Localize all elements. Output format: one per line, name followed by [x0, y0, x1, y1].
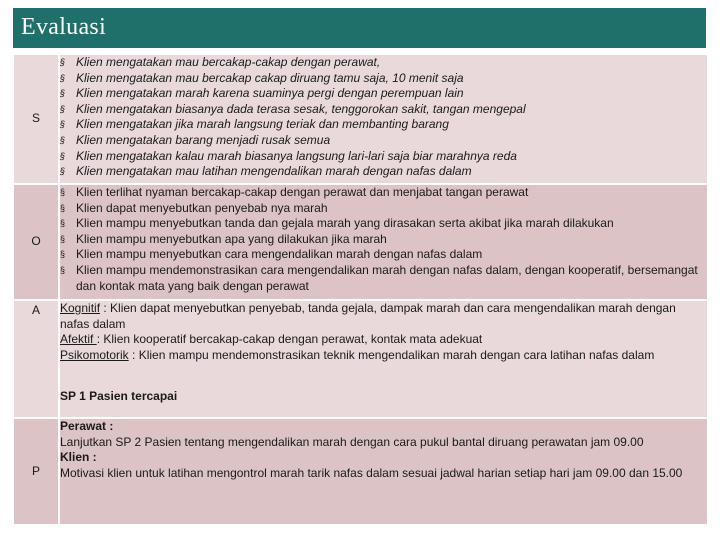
bullet-icon: §	[60, 134, 66, 145]
row-assessment	[13, 300, 708, 418]
klien-text: Motivasi klien untuk latihan mengontrol marah tarik nafas dalam sesuai jadwal harian setiap hari jam 09.00 dan 15.00	[60, 465, 683, 480]
bullet-icon: §	[60, 249, 66, 260]
bullet-icon: §	[60, 119, 66, 130]
bullet-icon: §	[60, 72, 66, 83]
row-subjective	[13, 54, 708, 184]
afektif-text: : Klien kooperatif bercakap-cakap dengan perawat, kontak mata adekuat	[96, 332, 483, 347]
page-title: Evaluasi	[21, 14, 107, 40]
row-label-a: A	[13, 300, 59, 418]
row-label-s: S	[13, 54, 59, 184]
bullet-icon: §	[60, 218, 66, 229]
kognitif-label: Kognitif	[60, 301, 101, 315]
bullet-icon: §	[60, 150, 66, 161]
list-item: § Klien terlihat nyaman bercakap-cakap dengan perawat dan menjabat tangan perawat	[60, 185, 529, 199]
list-item: § Klien mampu menyebutkan tanda dan gejala marah yang dirasakan serta akibat jika marah dilakukan	[60, 216, 614, 231]
list-item: § Klien mengatakan mau latihan mengendalikan marah dengan nafas dalam	[60, 164, 472, 179]
subjective-content	[59, 54, 708, 184]
kognitif-text: : Klien dapat menyebutkan penyebab, tanda gejala, dampak marah dan cara mengendalikan marah dengan nafas dalam	[60, 301, 676, 331]
bullet-icon: §	[60, 88, 66, 99]
assessment-content	[59, 300, 708, 418]
status-text: SP 1 Pasien tercapai	[60, 389, 178, 404]
soap-evaluation-table	[12, 53, 709, 526]
afektif-label: Afektif	[60, 332, 97, 347]
bullet-icon: §	[60, 233, 66, 244]
psikomotorik-label: Psikomotorik	[60, 347, 129, 362]
kognitif-paragraph	[60, 301, 707, 332]
list-item: § Klien mengatakan mau bercakap cakap diruang tamu saja, 10 menit saja	[60, 70, 464, 85]
list-item: § Klien mengatakan jika marah langsung teriak dan membanting barang	[60, 117, 449, 132]
bullet-icon: §	[60, 264, 66, 275]
bullet-icon: §	[60, 57, 66, 67]
row-objective	[13, 184, 708, 300]
subjective-list	[60, 55, 707, 180]
list-item: § Klien mampu mendemonstrasikan cara mengendalikan marah dengan nafas dalam, dengan kooperatif, bersemangat dan kontak mata yang baik dengan perawat	[60, 262, 698, 293]
perawat-heading: Perawat :	[60, 419, 114, 433]
objective-content	[59, 184, 708, 300]
list-item: § Klien mampu menyebutkan cara mengendalikan marah dengan nafas dalam	[60, 247, 483, 262]
row-plan	[13, 418, 708, 525]
row-label-o: O	[13, 184, 59, 300]
psikomotorik-text: : Klien mampu mendemonstrasikan teknik mengendalikan marah dengan cara latihan nafas dalam	[128, 347, 655, 362]
bullet-icon: §	[60, 187, 66, 197]
plan-content	[59, 418, 708, 525]
list-item: § Klien mengatakan marah karena suaminya pergi dengan perempuan lain	[60, 86, 464, 101]
bullet-icon: §	[60, 166, 66, 177]
bullet-icon: §	[60, 202, 66, 213]
row-label-p: P	[13, 418, 59, 525]
list-item: § Klien mengatakan kalau marah biasanya langsung lari-lari saja biar marahnya reda	[60, 148, 517, 163]
list-item: § Klien mengatakan biasanya dada terasa sesak, tenggorokan sakit, tangan mengepal	[60, 101, 526, 116]
list-item: § Klien dapat menyebutkan penyebab nya marah	[60, 200, 328, 215]
title-bar	[13, 8, 706, 48]
objective-list	[60, 185, 707, 294]
list-item: § Klien mampu menyebutkan apa yang dilakukan jika marah	[60, 231, 387, 246]
afektif-paragraph	[60, 332, 707, 348]
perawat-text: Lanjutkan SP 2 Pasien tentang mengendalikan marah dengan cara pukul bantal diruang perawatan jam 09.00	[60, 434, 644, 449]
list-item: § Klien mengatakan mau bercakap-cakap dengan perawat,	[60, 55, 381, 69]
klien-heading: Klien :	[60, 450, 97, 465]
list-item: § Klien mengatakan barang menjadi rusak semua	[60, 132, 331, 147]
bullet-icon: §	[60, 103, 66, 114]
psikomotorik-paragraph	[60, 348, 707, 364]
